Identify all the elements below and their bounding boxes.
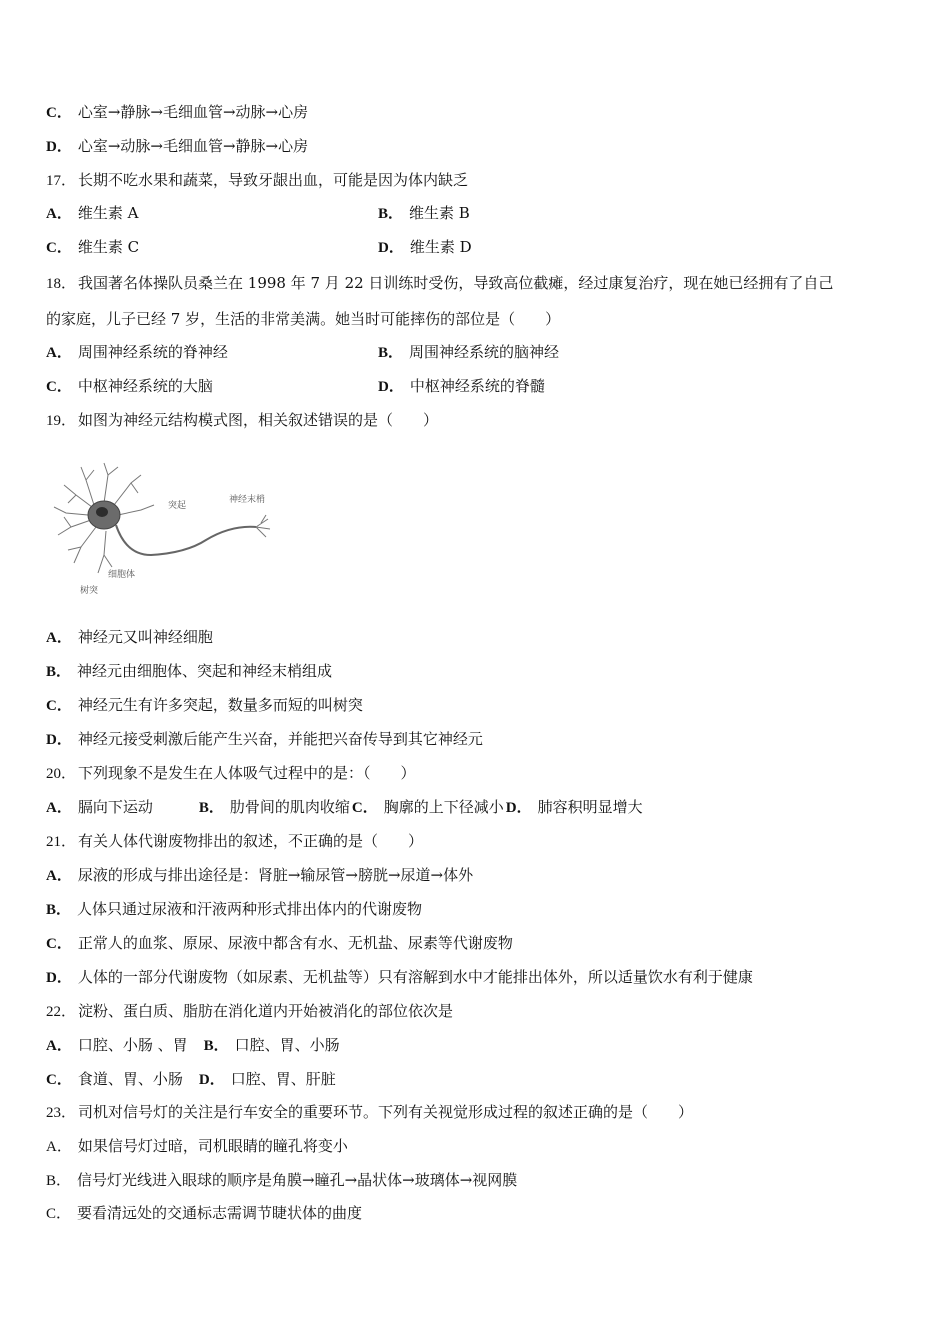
q19-option-a — [46, 627, 213, 648]
option-label: D． — [198, 1072, 225, 1088]
q18-option-d — [378, 376, 545, 397]
q22-option-c — [46, 1070, 183, 1088]
option-label: C． — [46, 105, 72, 121]
option-text: 肋骨间的肌肉收缩 — [229, 798, 350, 816]
q20-option-b — [199, 798, 350, 816]
option-label: D． — [46, 139, 72, 155]
q21-option-c — [46, 933, 513, 954]
question-number: 21． — [46, 834, 77, 850]
option-label: B． — [203, 1038, 229, 1054]
q22-options-cd — [46, 1069, 336, 1090]
question-number: 19． — [46, 413, 77, 429]
option-text: 周围神经系统的脊神经 — [77, 343, 228, 361]
question-text: 的家庭，儿子已经 7 岁，生活的非常美满。她当时可能摔伤的部位是（ ） — [46, 310, 561, 328]
option-label: D． — [505, 800, 532, 816]
option-text: 正常人的血浆、原尿、尿液中都含有水、无机盐、尿素等代谢废物 — [77, 934, 513, 952]
figure-label-body: 细胞体 — [108, 570, 136, 580]
q23-option-c — [46, 1203, 362, 1224]
option-label: A． — [46, 868, 72, 884]
question-text: 下列现象不是发生在人体吸气过程中的是：（ ） — [78, 764, 416, 782]
option-text: 中枢神经系统的大脑 — [77, 377, 213, 395]
nerve-ending — [256, 515, 270, 537]
option-label: B． — [378, 206, 404, 222]
option-label: C． — [46, 240, 72, 256]
option-label: D． — [378, 379, 404, 395]
option-text: 维生素 A — [77, 204, 139, 222]
option-label: C． — [46, 936, 72, 952]
q18-stem-cont — [46, 309, 560, 329]
q18-option-b — [378, 342, 559, 363]
q17-stem — [46, 170, 468, 191]
option-label: A． — [46, 800, 72, 816]
q18-option-a — [46, 342, 228, 363]
option-label: A． — [46, 1139, 72, 1155]
option-text: 神经元又叫神经细胞 — [77, 628, 213, 646]
question-number: 20． — [46, 766, 77, 782]
q22-option-d — [199, 1070, 336, 1088]
question-number: 17． — [46, 173, 77, 189]
option-text: 神经元由细胞体、突起和神经末梢组成 — [77, 662, 333, 680]
q19-option-c — [46, 695, 363, 716]
option-label: A． — [46, 345, 72, 361]
option-text: 胸廓的上下径减小 — [383, 798, 504, 816]
q23-stem — [46, 1102, 693, 1123]
option-text: 周围神经系统的脑神经 — [409, 343, 560, 361]
q19-option-b — [46, 661, 332, 682]
option-text: 神经元接受刺激后能产生兴奋，并能把兴奋传导到其它神经元 — [77, 730, 483, 748]
question-text: 如图为神经元结构模式图，相关叙述错误的是（ ） — [78, 411, 439, 429]
q18-stem — [46, 273, 833, 294]
option-text: 维生素 C — [77, 238, 140, 256]
q23-option-a — [46, 1136, 348, 1157]
nucleus — [96, 507, 108, 517]
option-text: 维生素 B — [409, 204, 470, 222]
q20-stem — [46, 763, 416, 784]
option-label: B． — [46, 664, 72, 680]
option-text: 人体的一部分代谢废物（如尿素、无机盐等）只有溶解到水中才能排出体外，所以适量饮水有利于健康 — [77, 968, 753, 986]
q22-option-b — [204, 1036, 340, 1054]
option-label: D． — [378, 240, 404, 256]
q20-option-d — [504, 798, 643, 816]
option-label: A． — [46, 206, 72, 222]
q19-stem — [46, 410, 438, 431]
option-label: A． — [46, 630, 72, 646]
option-text: 膈向下运动 — [77, 798, 153, 816]
question-text: 淀粉、蛋白质、脂肪在消化道内开始被消化的部位依次是 — [78, 1002, 454, 1020]
q21-stem — [46, 831, 423, 852]
option-label: B． — [198, 800, 224, 816]
q20-options — [46, 797, 643, 818]
q22-options-ab — [46, 1035, 340, 1056]
figure-label-dendrite: 树突 — [80, 586, 99, 596]
q19-option-d — [46, 729, 483, 750]
option-text: 神经元生有许多突起，数量多而短的叫树突 — [77, 696, 363, 714]
option-text: 肺容积明显增大 — [537, 798, 643, 816]
option-label: D． — [46, 970, 72, 986]
option-label: A． — [46, 1038, 72, 1054]
option-text: 如果信号灯过暗，司机眼睛的瞳孔将变小 — [77, 1137, 348, 1155]
q22-option-a — [46, 1036, 188, 1054]
option-text: 尿液的形成与排出途径是：肾脏→输尿管→膀胱→尿道→体外 — [77, 866, 474, 884]
option-label: C． — [46, 1206, 72, 1222]
question-number: 23． — [46, 1105, 77, 1121]
option-text: 口腔、胃、小肠 — [234, 1036, 340, 1054]
q16-option-c — [46, 102, 308, 123]
option-text: 信号灯光线进入眼球的顺序是角膜→瞳孔→晶状体→玻璃体→视网膜 — [77, 1171, 518, 1189]
option-text: 口腔、胃、肝脏 — [230, 1070, 336, 1088]
option-text: 人体只通过尿液和汗液两种形式排出体内的代谢废物 — [77, 900, 423, 918]
q18-option-c — [46, 376, 213, 397]
q17-option-d — [378, 237, 472, 258]
option-text: 心室→动脉→毛细血管→静脉→心房 — [77, 137, 309, 155]
q20-option-c — [350, 798, 504, 816]
q21-option-a — [46, 865, 473, 886]
q17-option-b — [378, 203, 470, 224]
option-label: C． — [351, 800, 378, 816]
neuron-diagram — [46, 455, 286, 605]
option-text: 心室→静脉→毛细血管→动脉→心房 — [77, 103, 309, 121]
question-number: 22． — [46, 1004, 77, 1020]
q17-option-c — [46, 237, 139, 258]
question-text: 司机对信号灯的关注是行车安全的重要环节。下列有关视觉形成过程的叙述正确的是（ ） — [78, 1103, 694, 1121]
q23-option-b — [46, 1170, 517, 1191]
option-label: B． — [46, 1173, 72, 1189]
question-number: 18． — [46, 276, 77, 292]
option-text: 要看清远处的交通标志需调节睫状体的曲度 — [77, 1204, 363, 1222]
q16-option-d — [46, 136, 308, 157]
q20-option-a — [46, 798, 153, 816]
figure-label-ending: 神经末梢 — [229, 495, 266, 505]
question-text: 长期不吃水果和蔬菜，导致牙龈出血，可能是因为体内缺乏 — [78, 171, 469, 189]
option-text: 口腔、小肠 、胃 — [77, 1036, 188, 1054]
option-label: C． — [46, 1072, 72, 1088]
q17-option-a — [46, 203, 138, 224]
option-label: C． — [46, 379, 72, 395]
axon — [116, 525, 256, 555]
question-text: 我国著名体操队员桑兰在 1998 年 7 月 22 日训练时受伤，导致高位截瘫，经过康复治疗，现在她已经拥有了自己 — [78, 274, 834, 292]
option-label: C． — [46, 698, 72, 714]
option-label: B． — [46, 902, 72, 918]
option-text: 中枢神经系统的脊髓 — [409, 377, 545, 395]
q21-option-d — [46, 967, 753, 988]
option-text: 维生素 D — [409, 238, 472, 256]
question-text: 有关人体代谢废物排出的叙述，不正确的是（ ） — [78, 832, 424, 850]
figure-label-axon: 突起 — [168, 501, 187, 511]
q21-option-b — [46, 899, 422, 920]
option-text: 食道、胃、小肠 — [77, 1070, 183, 1088]
option-label: B． — [378, 345, 404, 361]
q22-stem — [46, 1001, 453, 1022]
option-label: D． — [46, 732, 72, 748]
